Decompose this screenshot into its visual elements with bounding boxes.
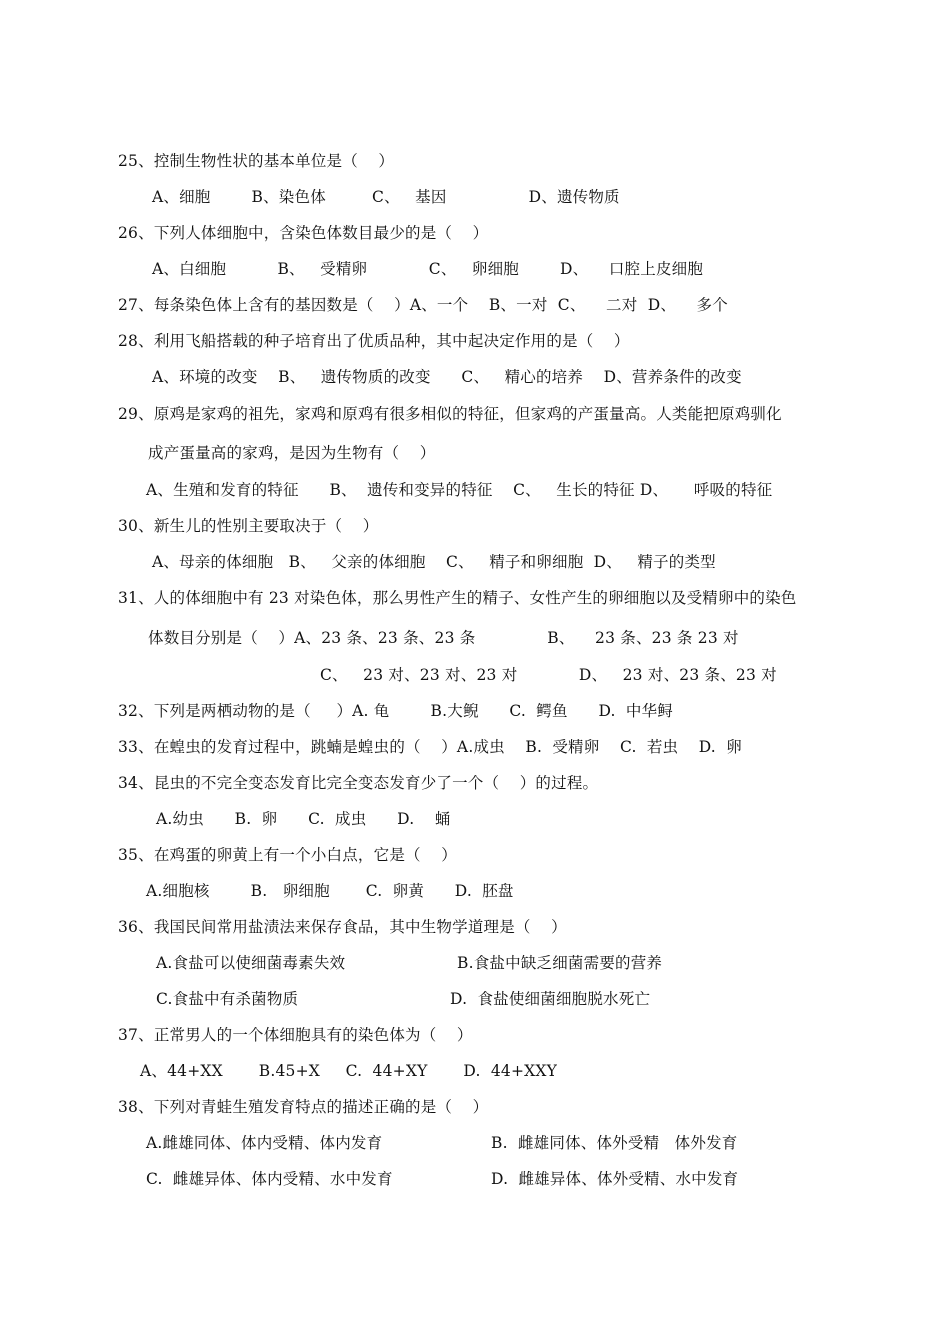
question-38-option-c: C. 雌雄异体、体内受精、水中发育 bbox=[146, 1170, 393, 1188]
question-28: 28、利用飞船搭载的种子培育出了优质品种，其中起决定作用的是（ ） bbox=[118, 332, 630, 350]
question-33: 33、在蝗虫的发育过程中，跳蝻是蝗虫的（ ）A.成虫 B. 受精卵 C. 若虫 D. 卵 bbox=[118, 738, 742, 756]
question-26-options: A、白细胞 B、 受精卵 C、 卵细胞 D、 口腔上皮细胞 bbox=[152, 260, 704, 278]
question-31: 31、人的体细胞中有 23 对染色体，那么男性产生的精子、女性产生的卵细胞以及受精卵中的染色 bbox=[118, 589, 797, 607]
question-30-options: A、母亲的体细胞 B、 父亲的体细胞 C、 精子和卵细胞 D、 精子的类型 bbox=[152, 553, 716, 571]
question-34: 34、昆虫的不完全变态发育比完全变态发育少了一个（ ）的过程。 bbox=[118, 774, 599, 792]
question-32: 32、下列是两栖动物的是（ ）A. 龟 B.大鲵 C. 鳄鱼 D. 中华鲟 bbox=[118, 702, 674, 720]
question-36-option-a: A.食盐可以使细菌毒素失效 bbox=[156, 954, 346, 972]
question-28-options: A、环境的改变 B、 遗传物质的改变 C、 精心的培养 D、营养条件的改变 bbox=[152, 368, 742, 386]
question-38-option-b: B. 雌雄同体、体外受精 体外发育 bbox=[491, 1134, 738, 1152]
question-25: 25、控制生物性状的基本单位是（ ） bbox=[118, 152, 395, 170]
question-31-continued: 体数目分别是（ ）A、23 条、23 条、23 条 B、 23 条、23 条 23 对 bbox=[148, 629, 739, 647]
question-26: 26、下列人体细胞中，含染色体数目最少的是（ ） bbox=[118, 224, 489, 242]
question-25-options: A、细胞 B、染色体 C、 基因 D、遗传物质 bbox=[152, 188, 620, 206]
question-29: 29、原鸡是家鸡的祖先，家鸡和原鸡有很多相似的特征，但家鸡的产蛋量高。人类能把原鸡驯化 bbox=[118, 405, 782, 423]
question-37-options: A、44+XX B.45+X C. 44+XY D. 44+XXY bbox=[140, 1062, 558, 1080]
question-37: 37、正常男人的一个体细胞具有的染色体为（ ） bbox=[118, 1026, 473, 1044]
question-38-option-d: D. 雌雄异体、体外受精、水中发育 bbox=[491, 1170, 739, 1188]
question-36-option-d: D. 食盐使细菌细胞脱水死亡 bbox=[450, 990, 651, 1008]
question-36: 36、我国民间常用盐渍法来保存食品，其中生物学道理是（ ） bbox=[118, 918, 567, 936]
question-36-option-b: B.食盐中缺乏细菌需要的营养 bbox=[457, 954, 663, 972]
question-38-option-a: A.雌雄同体、体内受精、体内发育 bbox=[146, 1134, 383, 1152]
question-27: 27、每条染色体上含有的基因数是（ ）A、一个 B、一对 C、 二对 D、 多个 bbox=[118, 296, 728, 314]
question-31-options: C、 23 对、23 对、23 对 D、 23 对、23 条、23 对 bbox=[320, 666, 777, 684]
question-35-options: A.细胞核 B. 卵细胞 C. 卵黄 D. 胚盘 bbox=[146, 882, 514, 900]
question-34-options: A.幼虫 B. 卵 C. 成虫 D. 蛹 bbox=[156, 810, 451, 828]
question-35: 35、在鸡蛋的卵黄上有一个小白点，它是（ ） bbox=[118, 846, 457, 864]
question-29-options: A、生殖和发育的特征 B、 遗传和变异的特征 C、 生长的特征 D、 呼吸的特征 bbox=[146, 481, 773, 499]
question-36-option-c: C.食盐中有杀菌物质 bbox=[156, 990, 299, 1008]
question-38: 38、下列对青蛙生殖发育特点的描述正确的是（ ） bbox=[118, 1098, 489, 1116]
question-30: 30、新生儿的性别主要取决于（ ） bbox=[118, 517, 379, 535]
question-29-continued: 成产蛋量高的家鸡，是因为生物有（ ） bbox=[148, 444, 436, 462]
